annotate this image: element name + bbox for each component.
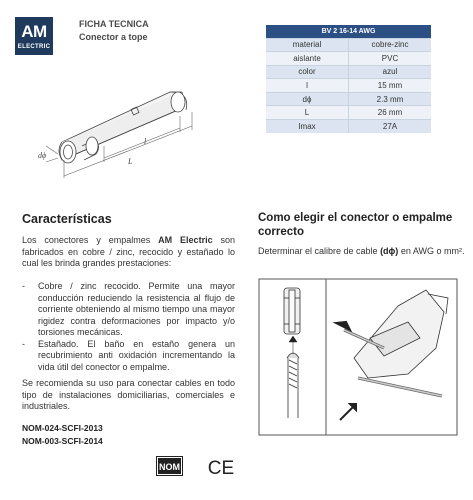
- spec-label: dϕ: [266, 92, 349, 106]
- nom-certification-logo: [156, 456, 183, 476]
- spec-value: 2.3 mm: [349, 92, 432, 106]
- spec-label: aislante: [266, 52, 349, 66]
- spec-label: material: [266, 38, 349, 52]
- spec-label: Imax: [266, 120, 349, 134]
- spec-label: color: [266, 65, 349, 79]
- bullet-dash: -: [22, 281, 25, 291]
- intro-text: Los conectores y empalmes: [22, 235, 159, 245]
- intro-brand: AM Electric: [158, 235, 213, 245]
- characteristics-list: [22, 281, 235, 373]
- selection-text-bold: (dϕ): [380, 246, 399, 256]
- selection-text: [258, 246, 468, 258]
- ce-logo-text: CE: [207, 458, 235, 477]
- list-item: [22, 339, 235, 374]
- spec-table: [266, 25, 431, 133]
- table-row: [266, 92, 431, 106]
- list-item-text: Estañado. El baño en estaño genera un recubrimiento anti oxidación incrementando la vida útil del conector o empalme.: [38, 338, 235, 372]
- spec-label: L: [266, 106, 349, 120]
- selection-heading: Como elegir el conector o empalme correcto: [258, 212, 453, 238]
- sheet-title: FICHA TECNICA: [79, 19, 149, 29]
- spec-value: PVC: [349, 52, 432, 66]
- spec-value: cobre-zinc: [349, 38, 432, 52]
- label-l: l: [144, 137, 147, 146]
- selection-text-part: en AWG o mm².: [398, 246, 465, 256]
- installation-illustration: [258, 278, 458, 436]
- list-item: [22, 281, 235, 339]
- spec-value: 26 mm: [349, 106, 432, 120]
- characteristics-heading: Características: [22, 212, 112, 226]
- table-row: [266, 120, 431, 134]
- spec-table-heading: BV 2 16-14 AWG: [266, 25, 431, 38]
- bullet-dash: -: [22, 338, 25, 349]
- table-row: [266, 65, 431, 79]
- ce-certification-logo: [205, 457, 237, 477]
- intro-text: son fabricados en cobre / zinc, recocido y estañado lo cual les brinda grandes prestaciones:: [22, 235, 235, 268]
- selection-text-part: Determinar el calibre de cable: [258, 246, 381, 256]
- butt-connector-drawing: [22, 80, 218, 190]
- table-row: [266, 106, 431, 120]
- label-dphi: dϕ: [38, 151, 47, 160]
- list-item-text: Cobre / zinc recocido. Permite una mayor conducción reduciendo la resistencia al flujo de corriente obteniendo al mismo tiempo una mayor rigidez contra deformaciones por impacto y/o torsiones mecánicas.: [38, 281, 235, 337]
- sheet-subtitle: Conector a tope: [79, 32, 148, 42]
- usage-recommendation: Se recomienda su uso para conectar cables en todo tipo de instalaciones domiciliarias, comerciales e industriales.: [22, 378, 235, 411]
- table-row: [266, 79, 431, 93]
- nom-logo-text: NOM: [159, 462, 180, 472]
- characteristics-intro: [22, 235, 235, 270]
- spec-value: 15 mm: [349, 79, 432, 93]
- table-row: [266, 52, 431, 66]
- logo-text-electric: ELECTRIC: [17, 44, 51, 50]
- am-electric-logo: [15, 17, 53, 55]
- logo-text-am: AM: [21, 22, 47, 41]
- norm-reference: NOM-024-SCFI-2013: [22, 423, 103, 433]
- spec-label: l: [266, 79, 349, 93]
- spec-value: azul: [349, 65, 432, 79]
- norm-reference: NOM-003-SCFI-2014: [22, 436, 103, 446]
- table-row: [266, 38, 431, 52]
- spec-value: 27A: [349, 120, 432, 134]
- label-L: L: [128, 157, 133, 166]
